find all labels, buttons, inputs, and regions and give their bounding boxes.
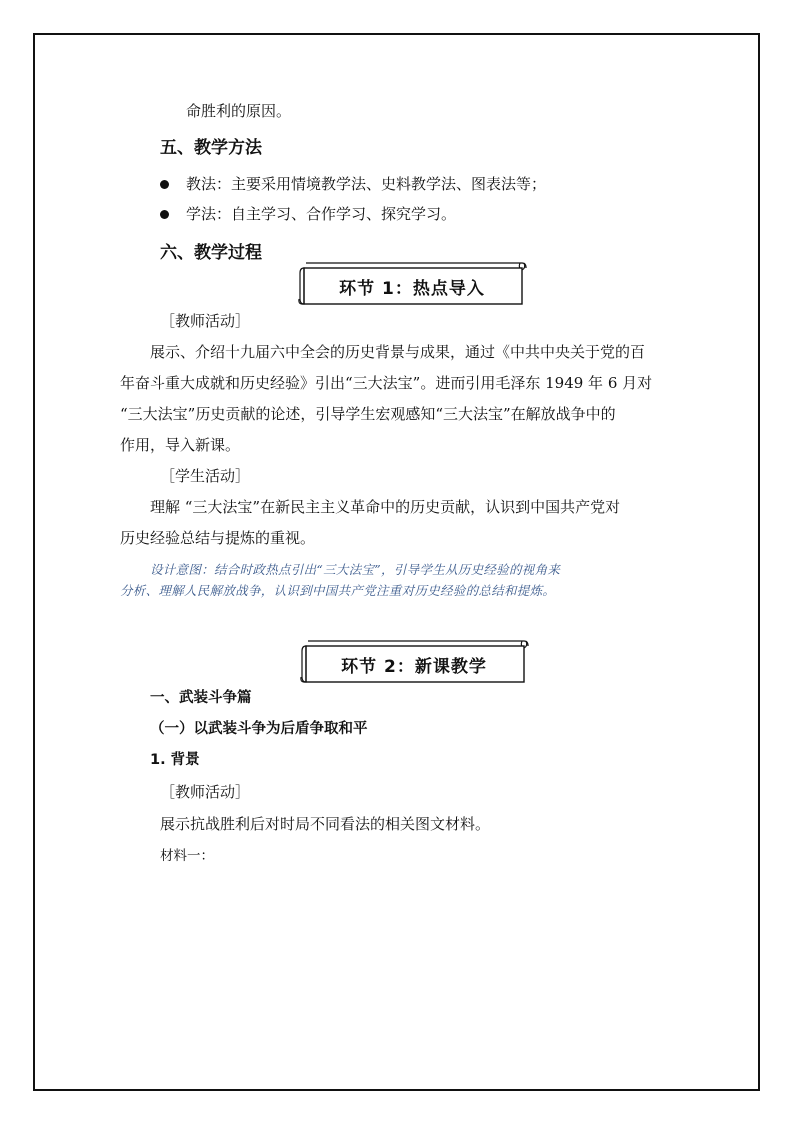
heading-teaching-methods: 五、教学方法 [160, 138, 262, 158]
material-label: 材料一： [160, 848, 214, 864]
student-activity-label: ［学生活动］ [160, 467, 251, 485]
scroll-banner-2 [298, 637, 530, 687]
bullet-text: 学法：自主学习、合作学习、探究学习。 [186, 205, 457, 223]
bullet-icon [160, 210, 169, 219]
sub-subsection-heading: 1. 背景 [150, 752, 200, 768]
paragraph-line: 历史经验总结与提炼的重视。 [120, 529, 316, 547]
design-intent-line: 设计意图：结合时政热点引出“三大法宝”，引导学生从历史经验的视角来 [150, 562, 561, 577]
banner-label: 环节 2：新课教学 [341, 657, 487, 677]
paragraph-line: 展示抗战胜利后对时局不同看法的相关图文材料。 [160, 815, 491, 833]
paragraph-line: 年奋斗重大成就和历史经验》引出“三大法宝”。进而引用毛泽东 1949 年 6 月对 [120, 374, 653, 392]
paragraph-line: 作用，导入新课。 [120, 436, 241, 454]
paragraph-line: 理解 “三大法宝”在新民主主义革命中的历史贡献，认识到中国共产党对 [150, 498, 621, 516]
scroll-banner-1 [296, 259, 528, 309]
subsection-heading: （一）以武装斗争为后盾争取和平 [150, 721, 368, 737]
teacher-activity-label: ［教师活动］ [160, 312, 251, 330]
section-heading: 一、武装斗争篇 [150, 690, 252, 706]
text-line: 命胜利的原因。 [186, 102, 292, 120]
paragraph-line: 展示、介绍十九届六中全会的历史背景与成果，通过《中共中央关于党的百 [150, 343, 646, 361]
heading-teaching-process: 六、教学过程 [160, 243, 262, 263]
bullet-text: 教法：主要采用情境教学法、史料教学法、图表法等； [186, 175, 547, 193]
design-intent-line: 分析、理解人民解放战争，认识到中国共产党注重对历史经验的总结和提炼。 [120, 583, 556, 598]
paragraph-line: “三大法宝”历史贡献的论述，引导学生宏观感知“三大法宝”在解放战争中的 [120, 405, 616, 423]
bullet-icon [160, 180, 169, 189]
teacher-activity-label: ［教师活动］ [160, 783, 251, 801]
banner-label: 环节 1：热点导入 [339, 279, 485, 299]
